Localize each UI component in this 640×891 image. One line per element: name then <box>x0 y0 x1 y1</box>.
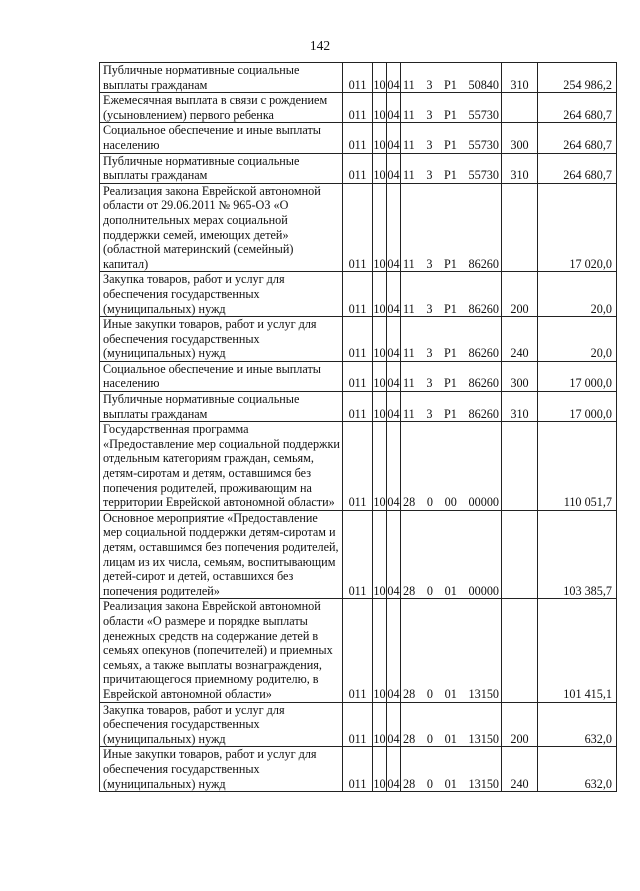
target-article-sub: 3 <box>426 107 433 122</box>
section-code-cell: 10 <box>373 747 387 792</box>
target-article-program: 28 <box>403 776 416 791</box>
subsection-code-cell: 04 <box>387 63 401 93</box>
amount-cell: 17 000,0 <box>538 361 617 391</box>
amount-cell: 17 000,0 <box>538 392 617 422</box>
target-article-sub: 3 <box>426 346 433 361</box>
target-article-program: 11 <box>403 406 415 421</box>
subsection-code-cell: 04 <box>387 422 401 511</box>
subsection-code-cell: 04 <box>387 702 401 747</box>
expense-type-cell: 300 <box>502 123 538 153</box>
page-number: 142 <box>309 38 331 53</box>
target-article-cell <box>401 153 502 183</box>
target-article-program: 11 <box>403 376 415 391</box>
target-article-sub: 0 <box>426 686 433 701</box>
row-name-cell: Реализация закона Еврейской автономной области от 29.06.2011 № 965-ОЗ «О дополнительных мерах социальной поддержки семей, имеющих детей» (областной материнский (семейный) капитал) <box>100 183 343 272</box>
target-article-program: 28 <box>403 686 416 701</box>
expense-type-cell <box>502 510 538 599</box>
ministry-code-cell: 011 <box>343 93 373 123</box>
target-article-program: 11 <box>403 77 415 92</box>
ministry-code-cell: 011 <box>343 123 373 153</box>
table-row <box>100 392 617 422</box>
section-code-cell: 10 <box>373 93 387 123</box>
expense-type-cell <box>502 93 538 123</box>
target-article-cell <box>401 599 502 702</box>
table-row <box>100 183 617 272</box>
ministry-code-cell: 011 <box>343 63 373 93</box>
ministry-code-cell: 011 <box>343 317 373 362</box>
ministry-code-cell: 011 <box>343 422 373 511</box>
target-article-program: 28 <box>403 731 416 746</box>
table-row <box>100 123 617 153</box>
section-code-cell: 10 <box>373 422 387 511</box>
amount-cell: 101 415,1 <box>538 599 617 702</box>
target-article-sub: 3 <box>426 406 433 421</box>
target-article-group: Р1 <box>444 168 457 183</box>
target-article-group: Р1 <box>444 301 457 316</box>
table-row <box>100 510 617 599</box>
section-code-cell: 10 <box>373 183 387 272</box>
amount-cell: 264 680,7 <box>538 123 617 153</box>
target-article-sub: 0 <box>426 495 433 510</box>
ministry-code-cell: 011 <box>343 599 373 702</box>
amount-cell: 20,0 <box>538 272 617 317</box>
target-article-group: Р1 <box>444 376 457 391</box>
target-article-cell <box>401 123 502 153</box>
subsection-code-cell: 04 <box>387 272 401 317</box>
section-code-cell: 10 <box>373 702 387 747</box>
target-article-group: 00 <box>444 495 457 510</box>
ministry-code-cell: 011 <box>343 702 373 747</box>
target-article-code: 55730 <box>468 168 499 183</box>
section-code-cell: 10 <box>373 153 387 183</box>
row-name-cell: Публичные нормативные социальные выплаты гражданам <box>100 63 343 93</box>
target-article-cell <box>401 392 502 422</box>
row-name-cell: Социальное обеспечение и иные выплаты населению <box>100 123 343 153</box>
ministry-code-cell: 011 <box>343 183 373 272</box>
target-article-code: 00000 <box>468 583 499 598</box>
amount-cell: 632,0 <box>538 747 617 792</box>
target-article-code: 50840 <box>468 77 499 92</box>
target-article-code: 86260 <box>468 376 499 391</box>
ministry-code-cell: 011 <box>343 153 373 183</box>
section-code-cell: 10 <box>373 361 387 391</box>
amount-cell: 264 680,7 <box>538 93 617 123</box>
target-article-cell <box>401 63 502 93</box>
subsection-code-cell: 04 <box>387 599 401 702</box>
target-article-sub: 3 <box>426 376 433 391</box>
target-article-group: Р1 <box>444 256 457 271</box>
target-article-program: 28 <box>403 583 416 598</box>
target-article-code: 55730 <box>468 137 499 152</box>
table-row <box>100 153 617 183</box>
target-article-group: 01 <box>444 686 457 701</box>
target-article-program: 11 <box>403 256 415 271</box>
target-article-code: 00000 <box>468 495 499 510</box>
target-article-code: 86260 <box>468 301 499 316</box>
amount-cell: 103 385,7 <box>538 510 617 599</box>
subsection-code-cell: 04 <box>387 317 401 362</box>
amount-cell: 264 680,7 <box>538 153 617 183</box>
section-code-cell: 10 <box>373 123 387 153</box>
target-article-group: Р1 <box>444 346 457 361</box>
amount-cell: 254 986,2 <box>538 63 617 93</box>
row-name-cell: Закупка товаров, работ и услуг для обеспечения государственных (муниципальных) нужд <box>100 272 343 317</box>
target-article-group: 01 <box>444 731 457 746</box>
target-article-group: 01 <box>444 776 457 791</box>
target-article-code: 86260 <box>468 256 499 271</box>
row-name-cell: Основное мероприятие «Предоставление мер социальной поддержки детям-сиротам и детям, оставшимся без попечения родителей, лицам из их числа, семьям, воспитывающим детей-сирот и детей, оставшихся без попечения родителей» <box>100 510 343 599</box>
row-name-cell: Социальное обеспечение и иные выплаты населению <box>100 361 343 391</box>
target-article-cell <box>401 422 502 511</box>
target-article-group: Р1 <box>444 107 457 122</box>
target-article-sub: 0 <box>426 583 433 598</box>
target-article-group: 01 <box>444 583 457 598</box>
expense-type-cell: 310 <box>502 63 538 93</box>
target-article-sub: 0 <box>426 776 433 791</box>
subsection-code-cell: 04 <box>387 747 401 792</box>
table-row <box>100 272 617 317</box>
target-article-code: 55730 <box>468 107 499 122</box>
expense-type-cell <box>502 599 538 702</box>
subsection-code-cell: 04 <box>387 392 401 422</box>
table-row <box>100 599 617 702</box>
target-article-code: 13150 <box>468 686 499 701</box>
expense-type-cell: 200 <box>502 702 538 747</box>
row-name-cell: Ежемесячная выплата в связи с рождением (усыновлением) первого ребенка <box>100 93 343 123</box>
expense-type-cell: 240 <box>502 747 538 792</box>
row-name-cell: Реализация закона Еврейской автономной области «О размере и порядке выплаты денежных средств на содержание детей в семьях опекунов (попечителей) и приемных семьях, а также выплаты вознаграждения, причитающегося приемному родителю, в Еврейской автономной области» <box>100 599 343 702</box>
target-article-cell <box>401 510 502 599</box>
section-code-cell: 10 <box>373 317 387 362</box>
target-article-sub: 3 <box>426 301 433 316</box>
expense-type-cell: 200 <box>502 272 538 317</box>
target-article-cell <box>401 317 502 362</box>
target-article-cell <box>401 93 502 123</box>
table-row <box>100 93 617 123</box>
amount-cell: 17 020,0 <box>538 183 617 272</box>
expense-type-cell <box>502 422 538 511</box>
target-article-program: 11 <box>403 301 415 316</box>
target-article-group: Р1 <box>444 406 457 421</box>
table-row <box>100 63 617 93</box>
expense-type-cell: 310 <box>502 153 538 183</box>
row-name-cell: Публичные нормативные социальные выплаты гражданам <box>100 153 343 183</box>
subsection-code-cell: 04 <box>387 510 401 599</box>
target-article-sub: 3 <box>426 256 433 271</box>
ministry-code-cell: 011 <box>343 747 373 792</box>
target-article-cell <box>401 272 502 317</box>
target-article-code: 13150 <box>468 731 499 746</box>
target-article-sub: 3 <box>426 137 433 152</box>
table-row <box>100 702 617 747</box>
row-name-cell: Иные закупки товаров, работ и услуг для обеспечения государственных (муниципальных) нужд <box>100 317 343 362</box>
subsection-code-cell: 04 <box>387 93 401 123</box>
target-article-program: 11 <box>403 137 415 152</box>
amount-cell: 110 051,7 <box>538 422 617 511</box>
subsection-code-cell: 04 <box>387 361 401 391</box>
target-article-program: 28 <box>403 495 416 510</box>
row-name-cell: Государственная программа «Предоставление мер социальной поддержки отдельным категориям граждан, семьям, детям-сиротам и детям, оставшимся без попечения родителей, проживающим на территории Еврейской автономной области» <box>100 422 343 511</box>
ministry-code-cell: 011 <box>343 392 373 422</box>
row-name-cell: Иные закупки товаров, работ и услуг для обеспечения государственных (муниципальных) нужд <box>100 747 343 792</box>
ministry-code-cell: 011 <box>343 510 373 599</box>
section-code-cell: 10 <box>373 392 387 422</box>
target-article-code: 13150 <box>468 776 499 791</box>
target-article-code: 86260 <box>468 406 499 421</box>
target-article-sub: 3 <box>426 77 433 92</box>
target-article-group: Р1 <box>444 137 457 152</box>
row-name-cell: Закупка товаров, работ и услуг для обеспечения государственных (муниципальных) нужд <box>100 702 343 747</box>
ministry-code-cell: 011 <box>343 361 373 391</box>
target-article-program: 11 <box>403 107 415 122</box>
subsection-code-cell: 04 <box>387 123 401 153</box>
expense-type-cell: 240 <box>502 317 538 362</box>
subsection-code-cell: 04 <box>387 183 401 272</box>
section-code-cell: 10 <box>373 63 387 93</box>
table-row <box>100 361 617 391</box>
amount-cell: 20,0 <box>538 317 617 362</box>
target-article-cell <box>401 183 502 272</box>
target-article-program: 11 <box>403 168 415 183</box>
row-name-cell: Публичные нормативные социальные выплаты гражданам <box>100 392 343 422</box>
table-row <box>100 747 617 792</box>
table-row <box>100 317 617 362</box>
target-article-program: 11 <box>403 346 415 361</box>
subsection-code-cell: 04 <box>387 153 401 183</box>
target-article-cell <box>401 361 502 391</box>
amount-cell: 632,0 <box>538 702 617 747</box>
target-article-cell <box>401 702 502 747</box>
target-article-cell <box>401 747 502 792</box>
target-article-sub: 0 <box>426 731 433 746</box>
table-row <box>100 422 617 511</box>
target-article-sub: 3 <box>426 168 433 183</box>
section-code-cell: 10 <box>373 272 387 317</box>
budget-table <box>99 62 617 792</box>
section-code-cell: 10 <box>373 510 387 599</box>
section-code-cell: 10 <box>373 599 387 702</box>
expense-type-cell: 300 <box>502 361 538 391</box>
target-article-group: Р1 <box>444 77 457 92</box>
ministry-code-cell: 011 <box>343 272 373 317</box>
expense-type-cell <box>502 183 538 272</box>
target-article-code: 86260 <box>468 346 499 361</box>
expense-type-cell: 310 <box>502 392 538 422</box>
